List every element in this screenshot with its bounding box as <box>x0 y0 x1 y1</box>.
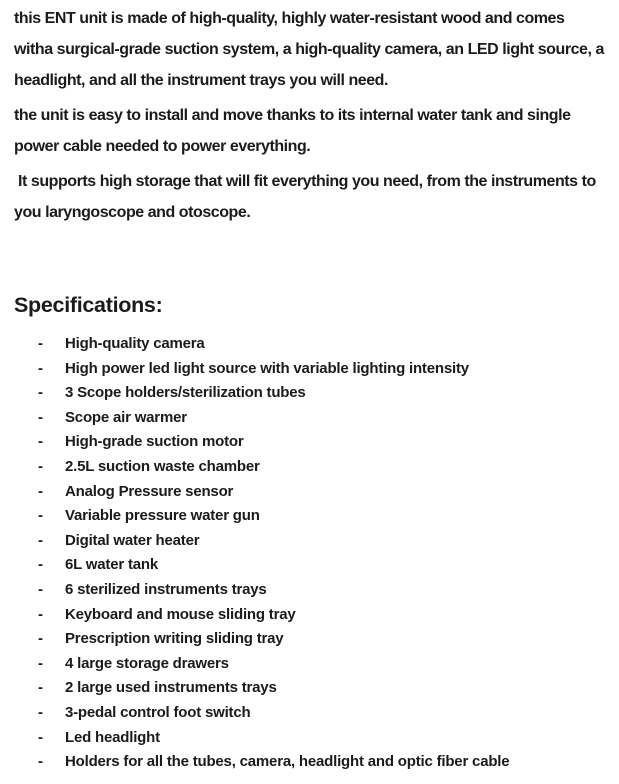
spec-list-item <box>14 455 605 480</box>
spec-item-label: Variable pressure water gun <box>65 507 260 525</box>
dash-bullet: - <box>38 630 43 648</box>
dash-bullet: - <box>38 728 43 746</box>
spec-list-item <box>14 676 605 701</box>
dash-bullet: - <box>38 408 43 426</box>
spec-list-item <box>14 406 605 431</box>
spec-item-label: High-quality camera <box>65 335 205 352</box>
paragraph-line: this ENT unit is made of high-quality, highly water-resistant wood and comes <box>14 10 565 27</box>
spec-list-item <box>14 652 605 677</box>
dash-bullet: - <box>38 359 43 377</box>
spec-item-label: Analog Pressure sensor <box>65 482 234 500</box>
spec-list-item <box>14 578 605 603</box>
paragraph-line: It supports high storage that will fit everything you need, from the instruments to <box>14 173 596 190</box>
spec-list-item <box>14 529 605 554</box>
paragraph-line: the unit is easy to install and move thanks to its internal water tank and single <box>14 107 571 124</box>
intro-paragraph-2 <box>14 100 605 162</box>
dash-bullet: - <box>38 654 43 672</box>
spec-item-label: Scope air warmer <box>65 408 187 426</box>
spec-item-label: 2.5L suction waste chamber <box>65 457 260 475</box>
spec-list-item <box>14 726 605 751</box>
specifications-list <box>14 332 605 775</box>
spec-item-label: 4 large storage drawers <box>65 654 229 672</box>
spec-list-item <box>14 332 605 357</box>
paragraph-line: you laryngoscope and otoscope. <box>14 204 251 221</box>
paragraph-line: power cable needed to power everything. <box>14 138 311 155</box>
intro-paragraph-3 <box>14 166 605 228</box>
spec-list-item <box>14 430 605 455</box>
spec-list-item <box>14 504 605 529</box>
spec-list-item <box>14 701 605 726</box>
dash-bullet: - <box>38 753 43 771</box>
spec-item-label: Keyboard and mouse sliding tray <box>65 605 296 623</box>
dash-bullet: - <box>38 556 43 574</box>
dash-bullet: - <box>38 335 43 352</box>
spec-list-item <box>14 627 605 652</box>
spec-item-label: Holders for all the tubes, camera, headlight and optic fiber cable <box>65 753 510 771</box>
spec-list-item <box>14 480 605 505</box>
dash-bullet: - <box>38 457 43 475</box>
dash-bullet: - <box>38 605 43 623</box>
dash-bullet: - <box>38 433 43 451</box>
dash-bullet: - <box>38 384 43 402</box>
dash-bullet: - <box>38 507 43 525</box>
spec-item-label: Prescription writing sliding tray <box>65 630 284 648</box>
spec-item-label: 6L water tank <box>65 556 158 574</box>
spec-item-label: High-grade suction motor <box>65 433 244 451</box>
dash-bullet: - <box>38 679 43 697</box>
spec-list-item <box>14 603 605 628</box>
spec-item-label: 2 large used instruments trays <box>65 679 277 697</box>
intro-paragraph-1 <box>14 3 605 96</box>
spec-list-item <box>14 381 605 406</box>
paragraph-line: witha surgical-grade suction system, a high-quality camera, an LED light source, a <box>14 41 604 58</box>
spec-item-label: Digital water heater <box>65 531 200 549</box>
paragraph-line: headlight, and all the instrument trays you will need. <box>14 72 388 89</box>
spec-list-item <box>14 553 605 578</box>
dash-bullet: - <box>38 580 43 598</box>
spec-list-item <box>14 357 605 382</box>
spec-item-label: 3 Scope holders/sterilization tubes <box>65 384 306 402</box>
spec-item-label: 6 sterilized instruments trays <box>65 580 267 598</box>
dash-bullet: - <box>38 703 43 721</box>
spec-item-label: High power led light source with variable lighting intensity <box>65 359 469 377</box>
specifications-heading: Specifications: <box>14 293 163 317</box>
dash-bullet: - <box>38 531 43 549</box>
spec-item-label: 3-pedal control foot switch <box>65 703 251 721</box>
dash-bullet: - <box>38 482 43 500</box>
spec-list-item <box>14 750 605 775</box>
spec-item-label: Led headlight <box>65 728 160 746</box>
